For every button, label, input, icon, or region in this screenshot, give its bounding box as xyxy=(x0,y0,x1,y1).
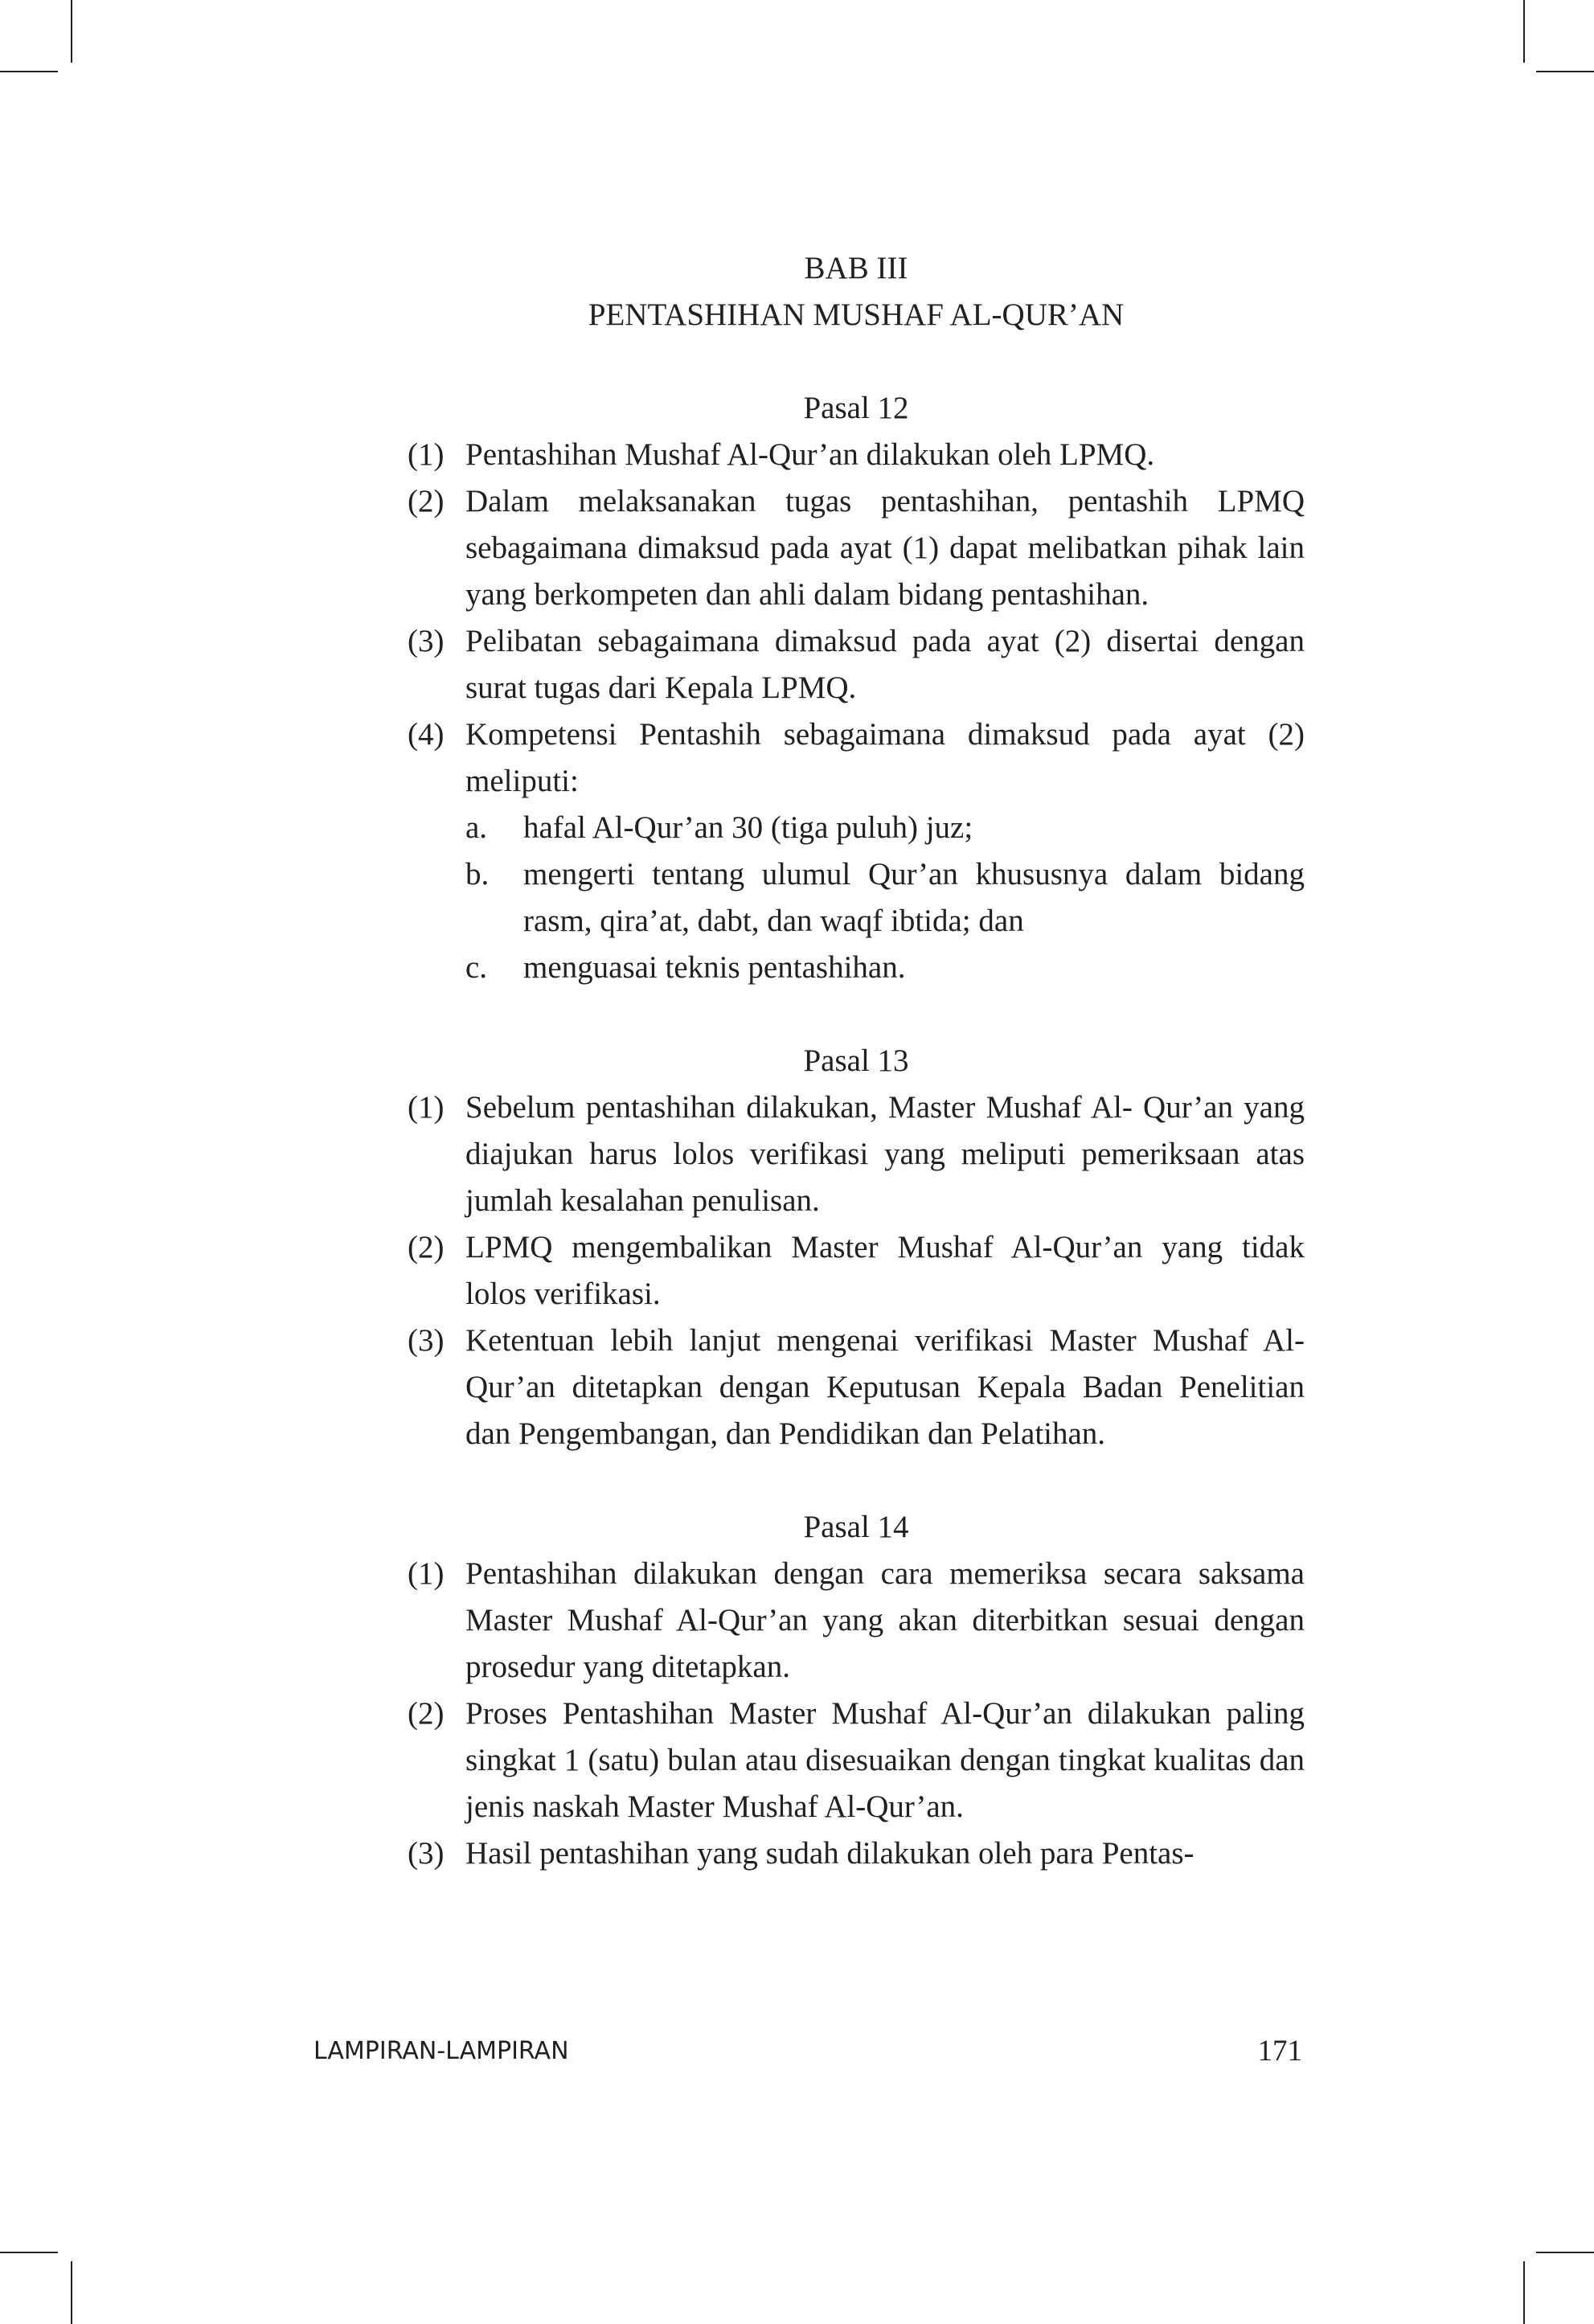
list-item xyxy=(408,1318,1305,1457)
list-item xyxy=(408,1830,1305,1877)
sub-item-text: menguasai teknis pentashihan. xyxy=(523,950,906,985)
crop-mark xyxy=(1523,0,1525,63)
item-text: Pentashihan Mushaf Al-Qur’an dilakukan oleh LPMQ. xyxy=(465,437,1155,472)
section-pasal-12 xyxy=(408,385,1305,991)
item-number: (2) xyxy=(408,484,445,518)
item-number: (3) xyxy=(408,1323,445,1358)
list-item xyxy=(408,1224,1305,1318)
page-body xyxy=(408,245,1305,1877)
running-footer-title: LAMPIRAN-LAMPIRAN xyxy=(313,2037,569,2065)
sub-item-letter: c. xyxy=(465,950,488,985)
sub-list-item xyxy=(465,805,1305,851)
crop-mark xyxy=(0,2252,58,2253)
list-item xyxy=(408,711,1305,991)
crop-mark xyxy=(1536,71,1594,72)
section-title: Pasal 14 xyxy=(803,1510,909,1544)
item-text: Kompetensi Pentashih sebagaimana dimaksud pada ayat (2) meliputi: xyxy=(465,717,1305,798)
crop-mark xyxy=(71,0,72,63)
sub-list-item xyxy=(465,851,1305,945)
sub-item-letter: a. xyxy=(465,810,488,845)
crop-mark xyxy=(1523,2261,1525,2324)
crop-mark xyxy=(71,2261,72,2324)
list-item xyxy=(408,478,1305,618)
chapter-number: BAB III xyxy=(804,251,908,285)
section-pasal-13 xyxy=(408,1038,1305,1457)
item-text: Pentashihan dilakukan dengan cara memeriksa secara saksama Master Mushaf Al-Qur’an yang akan diterbitkan sesuai dengan prosedur yang ditetapkan. xyxy=(465,1556,1305,1684)
item-text: Proses Pentashihan Master Mushaf Al-Qur’an dilakukan paling singkat 1 (satu) bulan atau disesuaikan dengan tingkat kualitas dan jenis naskah Master Mushaf Al-Qur’an. xyxy=(465,1696,1305,1824)
item-number: (1) xyxy=(408,437,445,472)
chapter-title: PENTASHIHAN MUSHAF AL-QUR’AN xyxy=(588,297,1125,332)
item-text: Sebelum pentashihan dilakukan, Master Mushaf Al- Qur’an yang diajukan harus lolos verifikasi yang meliputi pemeriksaan atas jumlah kesalahan penulisan. xyxy=(465,1090,1305,1218)
item-number: (1) xyxy=(408,1090,445,1125)
section-title: Pasal 12 xyxy=(803,391,909,425)
sub-item-text: hafal Al-Qur’an 30 (tiga puluh) juz; xyxy=(523,810,973,845)
section-title: Pasal 13 xyxy=(803,1043,909,1078)
item-number: (4) xyxy=(408,717,445,752)
sub-list-item xyxy=(465,945,1305,991)
item-text: Ketentuan lebih lanjut mengenai verifikasi Master Mushaf Al-Qur’an ditetapkan dengan Keputusan Kepala Badan Penelitian dan Pengembangan, dan Pendidikan dan Pelatihan. xyxy=(465,1323,1305,1451)
item-number: (3) xyxy=(408,1836,445,1871)
item-number: (3) xyxy=(408,624,445,658)
item-text: Pelibatan sebagaimana dimaksud pada ayat (2) disertai dengan surat tugas dari Kepala LPMQ. xyxy=(465,624,1305,705)
crop-mark xyxy=(0,71,58,72)
list-item xyxy=(408,618,1305,711)
list-item xyxy=(408,1551,1305,1691)
item-number: (2) xyxy=(408,1696,445,1731)
sub-item-letter: b. xyxy=(465,857,490,891)
section-pasal-14 xyxy=(408,1504,1305,1877)
list-item xyxy=(408,1691,1305,1830)
item-text: LPMQ mengembalikan Master Mushaf Al-Qur’an yang tidak lolos verifikasi. xyxy=(465,1230,1305,1311)
list-item xyxy=(408,432,1305,478)
item-text: Dalam melaksanakan tugas pentashihan, pentashih LPMQ sebagaimana dimaksud pada ayat (1) dapat melibatkan pihak lain yang berkompeten dan ahli dalam bidang pentashihan. xyxy=(465,484,1305,612)
sub-item-text: mengerti tentang ulumul Qur’an khususnya dalam bidang rasm, qira’at, dabt, dan waqf ibtida; dan xyxy=(523,857,1305,938)
list-item xyxy=(408,1084,1305,1224)
item-number: (1) xyxy=(408,1556,445,1591)
item-number: (2) xyxy=(408,1230,445,1264)
item-text: Hasil pentashihan yang sudah dilakukan oleh para Pentas- xyxy=(465,1836,1194,1871)
crop-mark xyxy=(1536,2252,1594,2253)
page-number: 171 xyxy=(1257,2035,1302,2068)
